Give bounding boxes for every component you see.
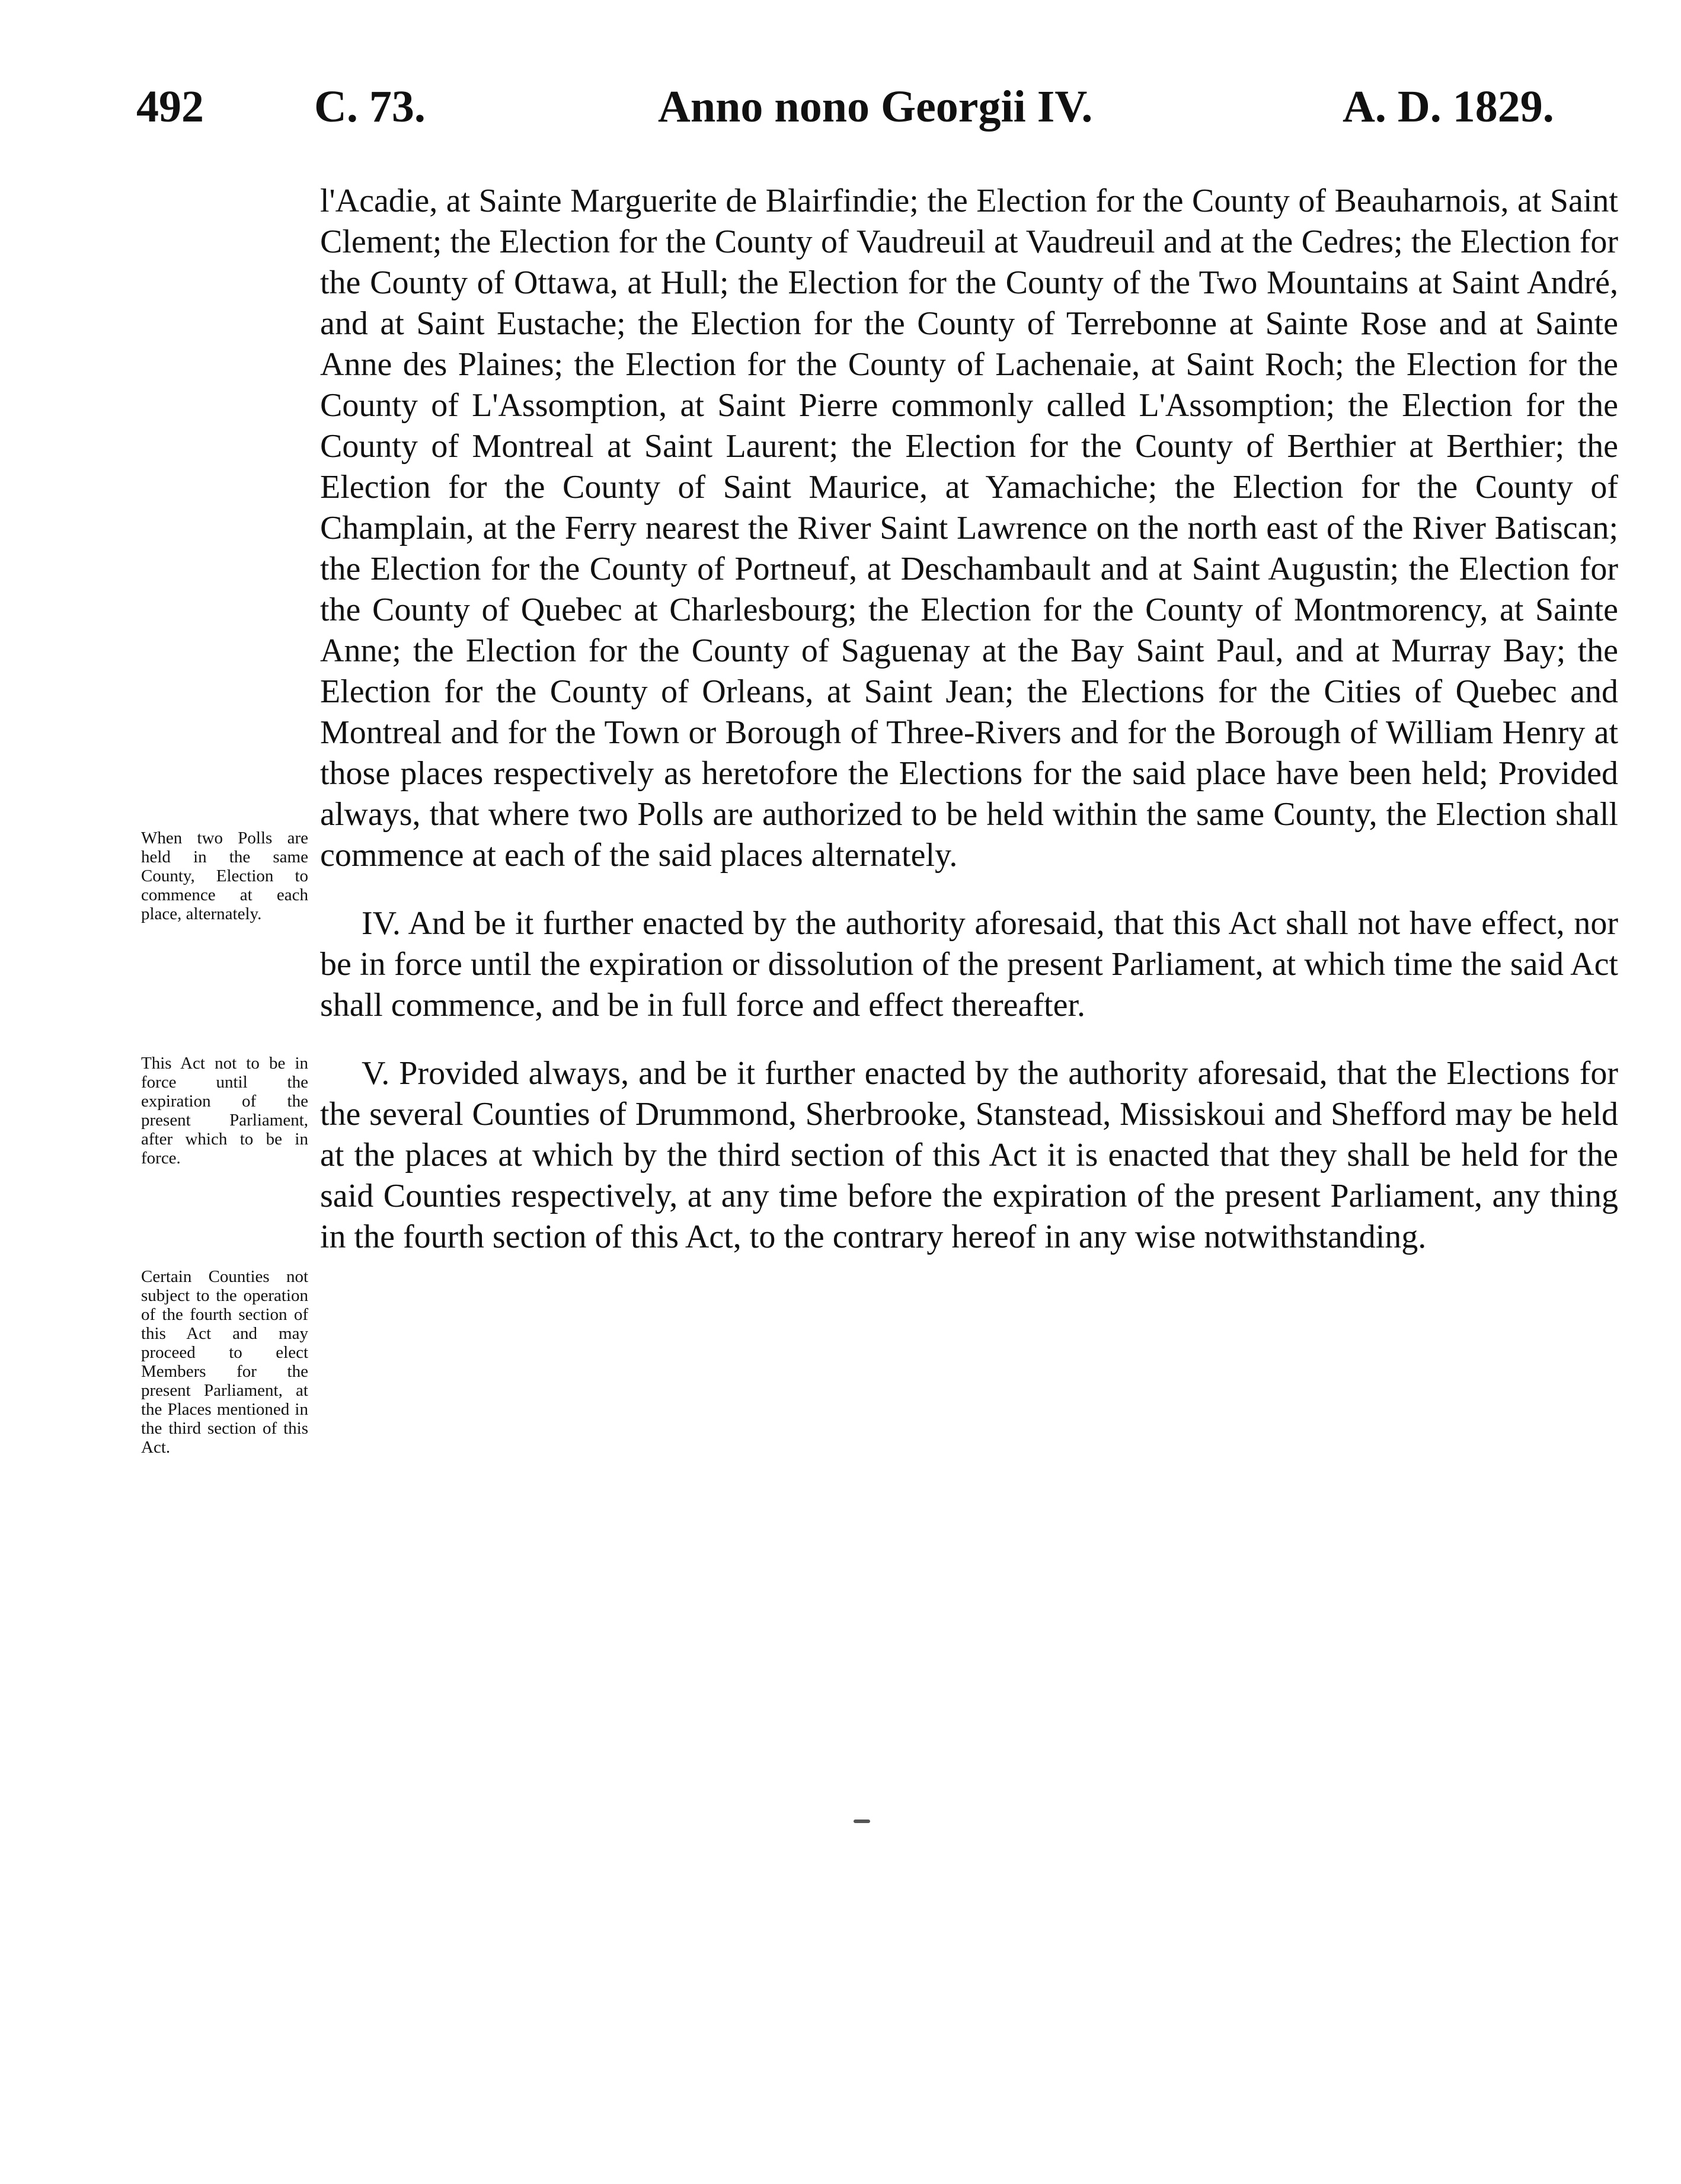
anno-domini-year: A. D. 1829.: [1343, 82, 1554, 132]
regnal-year-title: Anno nono Georgii IV.: [658, 82, 1093, 132]
print-speck: [854, 1820, 870, 1823]
marginal-note-alternate-polls: When two Polls are held in the same County, Election to commence at each place, alternately.: [141, 829, 308, 923]
paragraph-election-places: l'Acadie, at Sainte Marguerite de Blairfindie; the Election for the County of Beauharnois, at Saint Clement; the Election for the County of Vaudreuil at Vaudreuil and at the Cedres; the Election for the County of Ottawa, at Hull; the Election for the County of the Two Mountains at Saint André, and at Saint Eustache; the Election for the County of Terrebonne at Sainte Rose and at Sainte Anne des Plaines; the Election for the County of Lachenaie, at Saint Roch; the Election for the County of L'Assomption, at Saint Pierre commonly called L'Assomption; the Election for the County of Montreal at Saint Laurent; the Election for the County of Berthier at Berthier; the Election for the County of Saint Maurice, at Yamachiche; the Election for the County of Champlain, at the Ferry nearest the River Saint Lawrence on the north east of the River Batiscan; the Election for the County of Portneuf, at Deschambault and at Saint Augustin; the Election for the County of Quebec at Charlesbourg; the Election for the County of Montmorency, at Sainte Anne; the Election for the County of Saguenay at the Bay Saint Paul, and at Murray Bay; the Election for the County of Orleans, at Saint Jean; the Elections for the Cities of Quebec and Montreal and for the Town or Borough of Three-Rivers and for the Borough of William Henry at those places respectively as heretofore the Elections for the said place have been held; Provided always, that where two Polls are authorized to be held within the same County, the Election shall commence at each of the said places alternately.: [320, 183, 1618, 874]
section-v: V. Provided always, and be it further enacted by the authority aforesaid, that the Elections for the several Counties of Drummond, Sherbrooke, Stanstead, Missiskoui and Shefford may be held at the places at which by the third section of this Act it is enacted that they shall be held for the said Counties respectively, at any time before the expiration of the present Parliament, any thing in the fourth section of this Act, to the contrary hereof in any wise notwithstanding.: [320, 1055, 1618, 1255]
marginal-note-commencement: This Act not to be in force until the expiration of the present Parliament, after which to be in force.: [141, 1054, 308, 1168]
chapter-number: C. 73.: [314, 82, 426, 132]
section-iv: IV. And be it further enacted by the authority aforesaid, that this Act shall not have effect, nor be in force until the expiration or dissolution of the present Parliament, at which time the said Act shall commence, and be in full force and effect thereafter.: [320, 905, 1618, 1024]
main-text-column: [320, 181, 1618, 1258]
page-number: 492: [136, 82, 204, 132]
running-head: [0, 71, 1681, 142]
marginal-note-exempt-counties: Certain Counties not subject to the operation of the fourth section of this Act and may proceed to elect Members for the present Parliament, at the Places mentioned in the third section of this Act.: [141, 1267, 308, 1457]
